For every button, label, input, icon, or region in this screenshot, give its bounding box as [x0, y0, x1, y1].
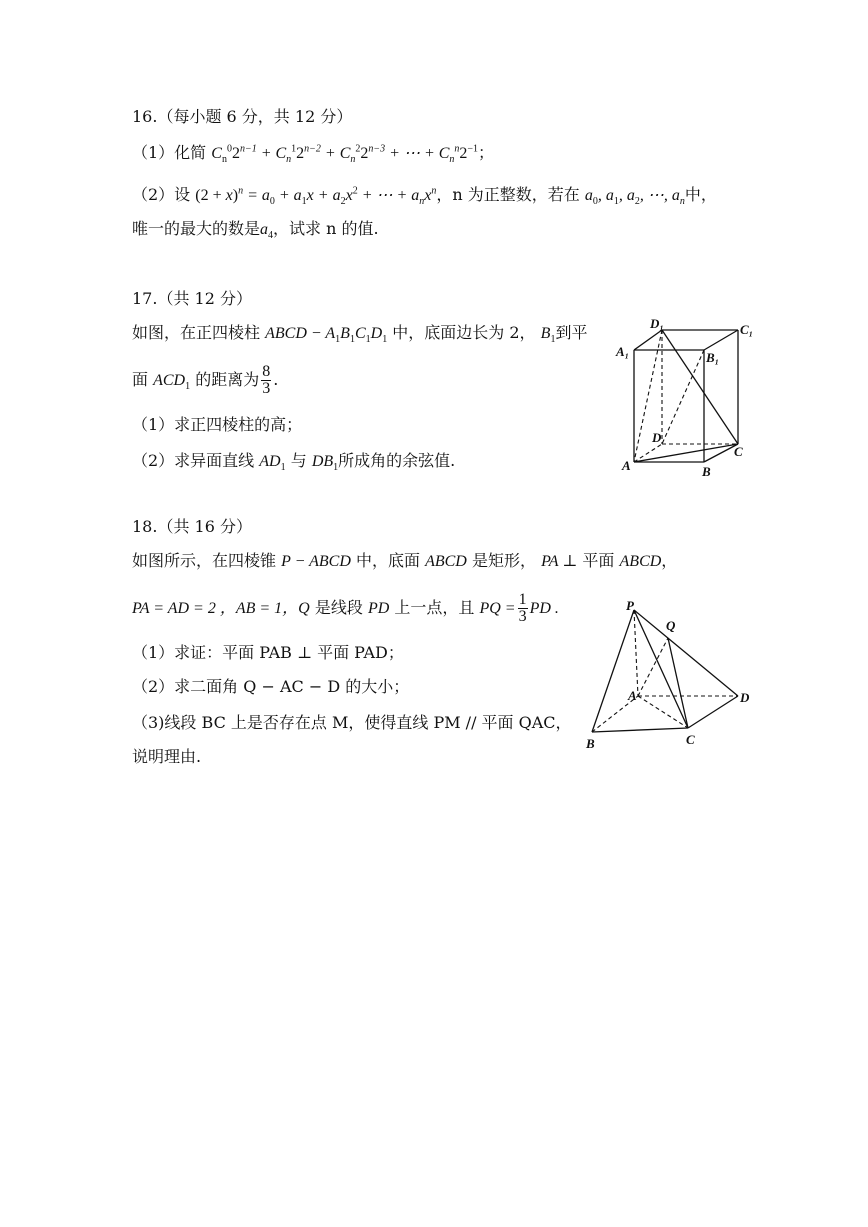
q18-abcd: ABCD — [619, 553, 662, 570]
q16-part2-end: 中， — [684, 185, 717, 204]
q17-line2a: 面 — [132, 370, 149, 389]
q18-line2b: 上一点，且 — [394, 598, 475, 617]
q18-pq-num: 1 — [518, 591, 527, 608]
q16-part1: （1）化简 $C_n^02^{n-1} + C_n^12^{n-2} + C_n^22^{n-3}$ + ⋯ + $C_n^n2^{-1}$； — [132, 143, 495, 166]
q18-pa-perp: PA ⊥ — [541, 553, 578, 570]
q17-line1a: 如图，在正四棱柱 — [132, 323, 261, 342]
q18-line1d: 平面 — [582, 551, 615, 570]
q17-b1: $B_1$ — [540, 325, 556, 346]
q17-prism: ABCD − $A_1B_1C_1D_1$ — [265, 325, 388, 346]
q18-part1: （1）求证：平面 PAB ⊥ 平面 PAD； — [132, 643, 404, 662]
q18-pd: PD — [367, 600, 390, 617]
q18-label-b: B — [586, 736, 595, 751]
q18-pyramid-figure — [580, 596, 760, 754]
q16-part2-line2b: ，试求 n 的值. — [273, 219, 379, 238]
q18-line2a: 是线段 — [314, 598, 363, 617]
q17-line2b: 的距离为 — [195, 370, 260, 389]
q18-label-a: A — [628, 688, 637, 703]
q18-label-p: P — [626, 598, 634, 613]
q17-line1b: 中，底面边长为 2， — [392, 323, 536, 342]
q17-plane: $ACD_1$ — [153, 372, 191, 393]
q18-line1e: ， — [661, 551, 678, 570]
q17-part2b: 与 — [290, 451, 307, 470]
q17-ad1: $AD_1$ — [259, 453, 286, 474]
q17-part1: （1）求正四棱柱的高； — [132, 415, 303, 434]
q18-pq: PQ = — [479, 600, 516, 617]
q17-label-a: A — [622, 458, 631, 473]
q16-part2-sequence: $a_0$, $a_1$, $a_2$, ⋯, $a_n$ — [584, 187, 685, 208]
q18-header: 18.（共 16 分） — [132, 517, 252, 536]
q16-part2 — [132, 184, 717, 207]
q18-part2: （2）求二面角 Q − AC − D 的大小； — [132, 677, 410, 696]
q16-part2-mid: ，n 为正整数，若在 — [436, 185, 580, 204]
q18-label-c: C — [686, 732, 695, 747]
q17-label-a1: A₁ — [616, 344, 630, 359]
q18-pyramid: P − ABCD — [281, 553, 351, 570]
q17-dist-den: 3 — [262, 380, 271, 397]
q16-a4: $a_4$ — [260, 221, 274, 242]
q17-dist-num: 8 — [262, 363, 271, 380]
q16-part2-expansion: $(2 + x)^n = a_0 + a_1x + a_2x^2$ + ⋯ + $a_nx^n$ — [195, 185, 437, 208]
q18-pq-den: 3 — [518, 608, 527, 625]
q17-label-d1: D₁ — [650, 316, 664, 331]
q17-distance-fraction — [261, 364, 271, 397]
q18-line1b: 中，底面 — [355, 551, 420, 570]
q17-line1c: 到平 — [555, 323, 588, 342]
q18-line1a: 如图所示，在四棱锥 — [132, 551, 277, 570]
q18-line1c: 是矩形， — [471, 551, 536, 570]
q18-label-q: Q — [666, 618, 676, 633]
q17-header: 17.（共 12 分） — [132, 289, 252, 308]
q18-label-d: D — [740, 690, 750, 705]
q18-line2 — [132, 588, 559, 628]
q16-part2-label: （2）设 — [132, 185, 191, 204]
q17-part2a: （2）求异面直线 — [132, 451, 255, 470]
q17-db1: $DB_1$ — [311, 453, 339, 474]
q17-label-c: C — [734, 444, 743, 459]
q17-prism-figure — [612, 316, 762, 482]
q18-part3: （3)线段 BC 上是否存在点 M，使得直线 PM // 平面 QAC， — [132, 713, 572, 732]
q17-label-d: D — [652, 430, 662, 445]
q18-base: ABCD — [425, 553, 467, 570]
q16-header: 16.（每小题 6 分，共 12 分） — [132, 107, 353, 126]
q17-label-b1: B₁ — [706, 350, 720, 365]
q17-line1 — [132, 322, 587, 345]
q18-line2-end: PD . — [529, 600, 559, 617]
q18-line1 — [132, 550, 677, 573]
q17-part2 — [132, 450, 455, 473]
q16-part1-label: （1）化简 — [132, 143, 207, 162]
q17-label-b: B — [702, 464, 711, 479]
q16-part2-line2a: 唯一的最大的数是 — [132, 219, 261, 238]
q17-part2c: 所成角的余弦值. — [338, 451, 456, 470]
q18-equalities: PA = AD = 2 ，AB = 1，Q — [132, 600, 310, 617]
q18-pq-fraction — [518, 592, 528, 625]
q16-part2-line2 — [132, 218, 379, 241]
q17-line2: 面 $ACD_1$ 的距离为 $\frac{8}{3}$ . — [132, 363, 279, 397]
q17-label-c1: C₁ — [740, 322, 754, 337]
q16-part1-expression: $C_n^02^{n-1} + C_n^12^{n-2} + C_n^22^{n-3}$ + ⋯ + $C_n^n2^{-1}$ — [211, 143, 479, 166]
q18-part3-cont: 说明理由. — [132, 747, 202, 766]
